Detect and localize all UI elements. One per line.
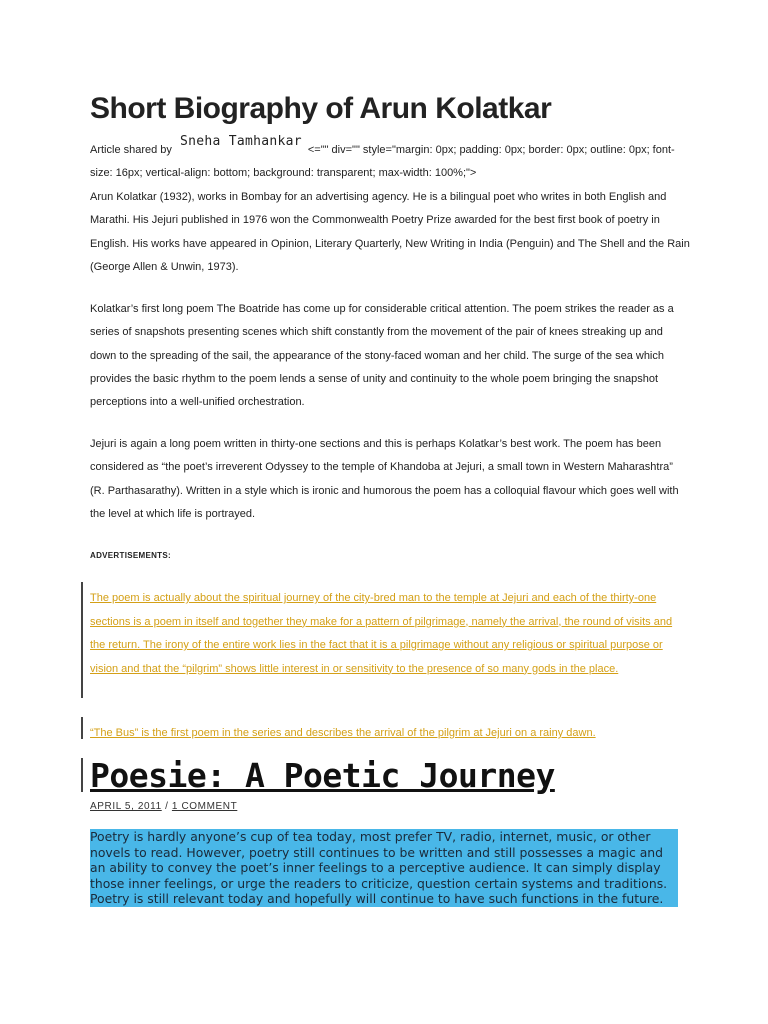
shared-by-label: Article shared by <box>90 144 172 156</box>
quote-bus[interactable] <box>90 722 690 746</box>
post-title[interactable]: Poesie: A Poetic Journey <box>90 756 555 795</box>
quote-bus-link[interactable]: “The Bus” is the first poem in the series and describes the arrival of the pilgrim at Jejuri on a rainy dawn. <box>90 727 596 739</box>
paragraph-boatride: Kolatkar’s first long poem The Boatride has come up for considerable critical attention. The poem strikes the reader as a series of snapshots presenting scenes which shift constantly from the movement of the pair of knees streaking up and down to the spreading of the sail, the appearance of the stony-faced woman and her child. The surge of the sea which provides the basic rhythm to the poem lends a sense of unity and continuity to the whole poem bringing the snapshot perceptions into a well-unified orchestration. <box>90 303 674 409</box>
advertisements-label: ADVERTISEMENTS: <box>90 551 171 560</box>
quote-bar <box>81 717 83 739</box>
article-title: Short Biography of Arun Kolatkar <box>90 92 552 125</box>
quote-bar <box>81 582 83 698</box>
post-meta <box>90 801 237 812</box>
meta-separator: / <box>165 801 169 812</box>
heading-bar <box>81 758 83 792</box>
comments-link[interactable]: 1 COMMENT <box>171 801 238 812</box>
post-excerpt: Poetry is hardly anyone’s cup of tea today, most prefer TV, radio, internet, music, or other novels to read. However, poetry still continues to be written and still possesses a magic and an ability to convey the poet’s inner feelings to a perceptive audience. It can simply display those inner feelings, or urge the readers to criticize, question certain systems and traditions. Poetry is still relevant today and hopefully will continue to have such functions in the future. <box>90 829 678 907</box>
author-name[interactable]: Sneha Tamhankar <box>179 134 302 149</box>
byline <box>90 134 690 185</box>
stray-markup-text: <="" div="" style="margin: 0px; padding: 0px; border: 0px; outline: 0px; font-size: 16px; vertical-align: bottom; background: transparent; max-width: 100%;"> <box>90 144 675 179</box>
quote-pilgrimage-link[interactable]: The poem is actually about the spiritual journey of the city-bred man to the temple at Jejuri and each of the thirty-one sections is a poem in itself and together they make for a pattern of pilgrimage, namely the arrival, the round of visits and the return. The irony of the entire work lies in the fact that it is a pilgrimage without any religious or spiritual purpose or vision and that the “pilgrim” shows little interest in or sensitivity to the presence of so many gods in the place. <box>90 592 673 675</box>
post-date-link[interactable]: APRIL 5, 2011 <box>90 801 162 812</box>
paragraph-intro: Arun Kolatkar (1932), works in Bombay for an advertising agency. He is a bilingual poet who writes in both English and Marathi. His Jejuri published in 1976 won the Commonwealth Poetry Prize awarded for the best first book of poetry in English. His works have appeared in Opinion, Literary Quarterly, New Writing in India (Penguin) and The Shell and the Rain (George Allen & Unwin, 1973). <box>90 191 690 273</box>
paragraph-jejuri: Jejuri is again a long poem written in thirty-one sections and this is perhaps Kolatkar’s best work. The poem has been considered as “the poet’s irreverent Odyssey to the temple of Khandoba at Jejuri, a small town in Western Maharashtra” (R. Parthasarathy). Written in a style which is ironic and humorous the poem has a colloquial flavour which goes well with the level at which life is portrayed. <box>90 438 679 520</box>
quote-pilgrimage[interactable] <box>90 587 690 681</box>
